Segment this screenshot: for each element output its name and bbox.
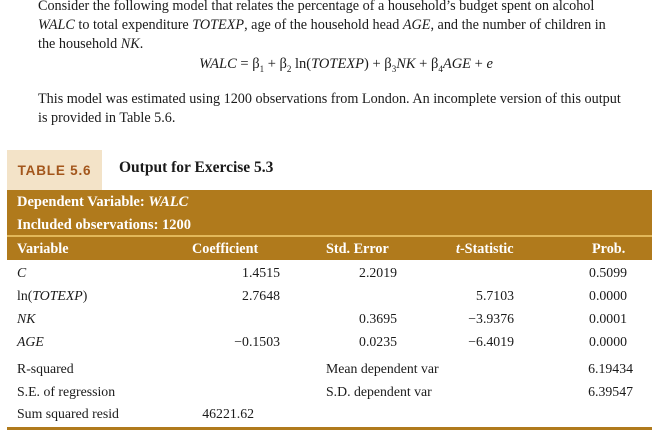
estimation-paragraph [38, 90, 646, 128]
table-number-tag: TABLE 5.6 [7, 150, 102, 190]
row-nk-std-error: 0.3695 [359, 311, 397, 326]
intro-line-3: the household NK. [38, 36, 144, 52]
intro-totexp: TOTEXP [192, 17, 245, 33]
row-totexp-t-stat: 5.7103 [476, 288, 514, 303]
stat-sd-dep-label: S.D. dependent var [326, 384, 432, 399]
col-header-prob: Prob. [592, 241, 626, 257]
dependent-variable-label: Dependent Variable: WALC [17, 194, 189, 210]
included-observations-label: Included observations: 1200 [17, 217, 192, 233]
estimation-line-1: This model was estimated using 1200 observations from London. An incomplete version of this output [38, 91, 621, 107]
col-header-variable: Variable [17, 241, 69, 257]
table-bottom-rule [7, 427, 652, 430]
stat-se-regression-label: S.E. of regression [17, 384, 116, 399]
row-nk-t-stat: −3.9376 [468, 311, 514, 326]
row-c-prob: 0.5099 [589, 265, 627, 280]
table-header [0, 150, 652, 190]
stat-mean-dep-label: Mean dependent var [326, 361, 439, 376]
row-c-coefficient: 1.4515 [242, 265, 280, 280]
row-c-variable: C [17, 265, 27, 280]
row-age-t-stat: −6.4019 [468, 334, 514, 349]
estimation-line-2: is provided in Table 5.6. [38, 110, 176, 126]
row-age-prob: 0.0000 [589, 334, 627, 349]
row-nk-prob: 0.0001 [589, 311, 627, 326]
col-header-std-error: Std. Error [326, 241, 389, 257]
row-totexp-variable: ln(TOTEXP) [17, 288, 88, 303]
intro-walc: WALC [38, 17, 75, 33]
row-totexp-coefficient: 2.7648 [242, 288, 280, 303]
col-header-t-statistic: t-Statistic [456, 241, 514, 257]
header-divider [7, 235, 652, 237]
intro-line-1: Consider the following model that relates the percentage of a household’s budget spent on alcohol [38, 0, 595, 14]
intro-line-2: WALC to total expenditure TOTEXP, age of the household head AGE, and the number of children in [38, 17, 606, 33]
row-totexp-prob: 0.0000 [589, 288, 627, 303]
table-title: Output for Exercise 5.3 [119, 159, 274, 176]
row-c-std-error: 2.2019 [359, 265, 397, 280]
stat-sd-dep-value: 6.39547 [588, 384, 633, 399]
col-header-coefficient: Coefficient [192, 241, 259, 257]
stat-ssr-label: Sum squared resid [17, 406, 119, 421]
row-age-std-error: 0.0235 [359, 334, 397, 349]
stat-r-squared-label: R-squared [17, 361, 74, 376]
stat-mean-dep-value: 6.19434 [588, 361, 633, 376]
intro-nk: NK [120, 36, 140, 52]
model-equation: WALC = $\beta_1 + \beta_2$ ln(TOTEXP) + $\beta_3NK + \beta_4AGE + e$ [199, 56, 493, 74]
row-age-coefficient: −0.1503 [234, 334, 280, 349]
stat-ssr-value: 46221.62 [202, 406, 254, 421]
intro-paragraph [38, 0, 646, 54]
row-age-variable: AGE [17, 334, 44, 349]
intro-age: AGE [402, 17, 431, 33]
row-nk-variable: NK [17, 311, 36, 326]
